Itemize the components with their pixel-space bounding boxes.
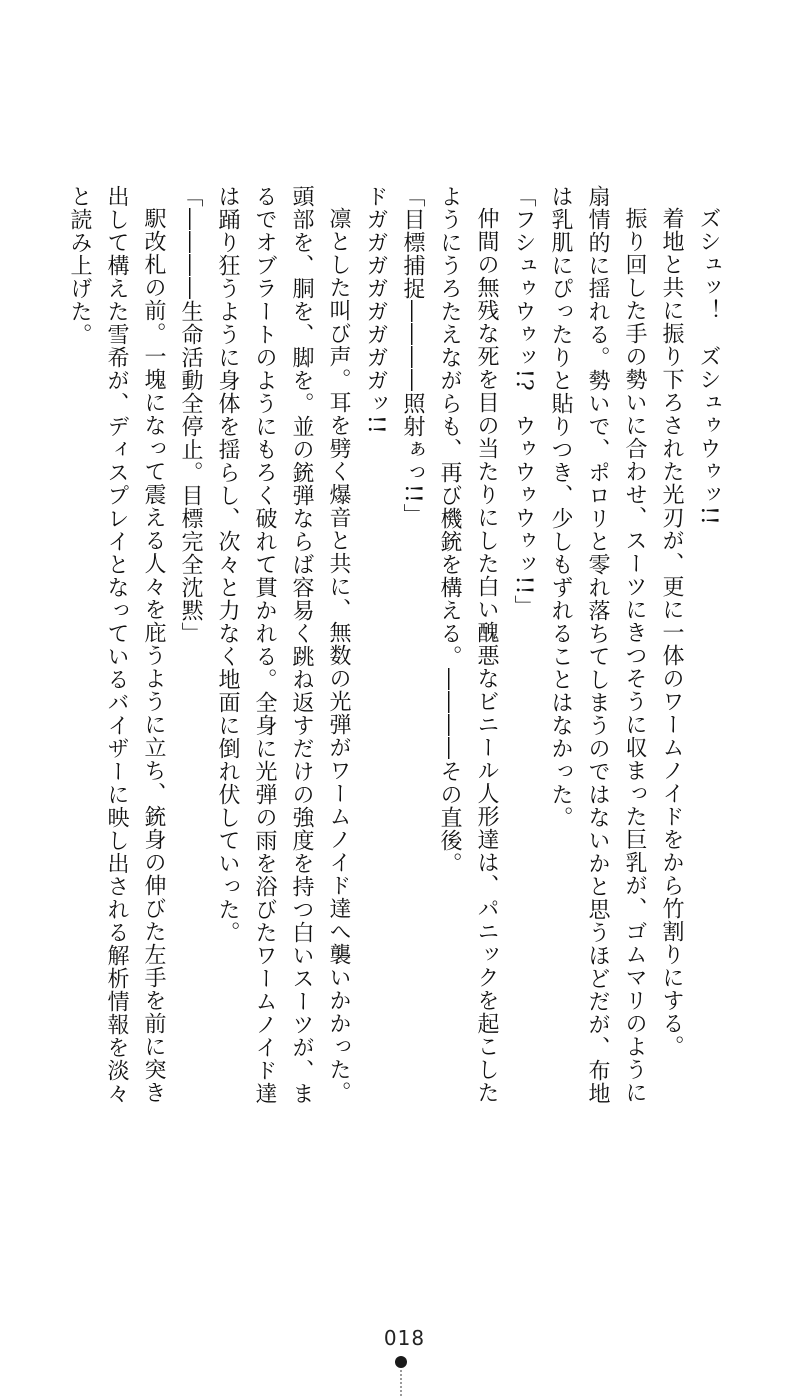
text-line: 出して構えた雪希が、ディスプレイとなっているバイザーに映し出される解析情報を淡々 <box>104 185 129 1105</box>
page-marker-line <box>400 1370 402 1396</box>
text-line: と読み上げた。 <box>67 185 92 346</box>
text-line: 仲間の無残な死を目の当たりにした白い醜悪なビニール人形達は、パニックを起こした <box>474 207 499 1104</box>
sound-effect-line: ドガガガガガガガガッ!! <box>363 185 388 435</box>
text-line: 頭部を、胴を、脚を。並の銃弾ならば容易く跳ね返すだけの強度を持つ白いスーツが、ま <box>289 185 314 1105</box>
text-line: るでオブラートのようにもろく破れて貫かれる。全身に光弾の雨を浴びたワームノイド達 <box>252 185 277 1105</box>
dialogue-line: 「フシュゥウゥッ!? ウゥウゥウゥッ!!」 <box>511 185 536 619</box>
text-line: 扇情的に揺れる。勢いで、ポロリと零れ落ちてしまうのではないかと思うほどだが、布地 <box>585 185 610 1105</box>
text-line: は乳肌にぴったりと貼りつき、少しもずれることはなかった。 <box>548 185 573 829</box>
page-marker-dot <box>395 1356 407 1368</box>
text-line: は踊り狂うように身体を揺らし、次々と力なく地面に倒れ伏していった。 <box>215 185 240 944</box>
page-number: 018 <box>383 1326 426 1350</box>
dialogue-line: 「――――生命活動全停止。目標完全沈黙」 <box>178 185 203 645</box>
text-line: 振り回した手の勢いに合わせ、スーツにきつそうに収まった巨乳が、ゴムマリのように <box>622 207 647 1104</box>
text-line: ようにうろたえながらも、再び機銃を構える。――――その直後。 <box>437 185 462 875</box>
text-line: 着地と共に振り下ろされた光刃が、更に一体のワームノイドをから竹割りにする。 <box>659 207 684 1058</box>
text-line: 駅改札の前。一塊になって震える人々を庇うように立ち、銃身の伸びた左手を前に突き <box>141 207 166 1104</box>
dialogue-line: 「目標捕捉――――照射ぁっ!!」 <box>400 185 425 527</box>
text-line: ズシュッ！ ズシュゥウゥッ!! <box>696 207 721 526</box>
body-text <box>67 185 727 1145</box>
text-line: 凛とした叫び声。耳を劈く爆音と共に、無数の光弾がワームノイド達へ襲いかかった。 <box>326 207 351 1104</box>
